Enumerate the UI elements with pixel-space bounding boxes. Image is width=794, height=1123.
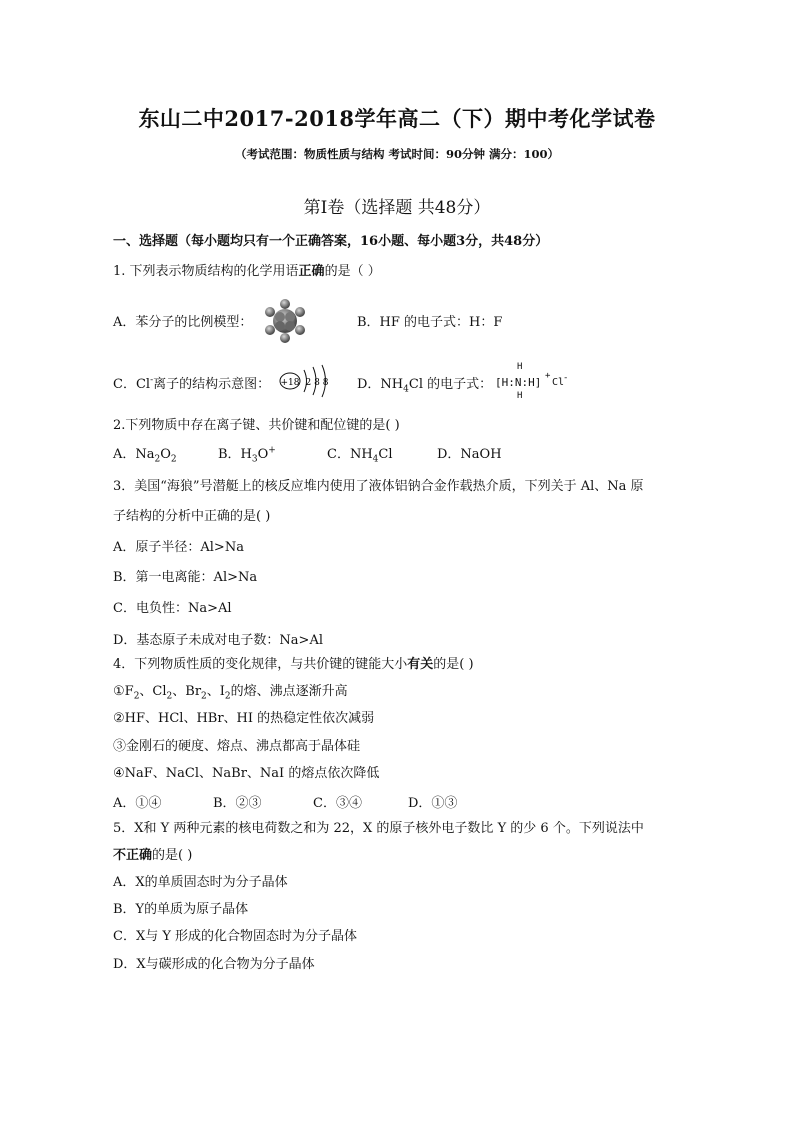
q5-stem-line2 (113, 847, 192, 865)
q1-stem-bold: 正确 (298, 264, 325, 279)
q4-option-a: A．①④ (113, 796, 162, 811)
q3-stem-line1: 3．美国“海狼”号潜艇上的核反应堆内使用了液体铝钠合金作载热介质，下列关于 Al、Na 原 (113, 479, 644, 494)
q1-c-label: C．Cl (113, 377, 151, 392)
formula-h-bottom: H (517, 391, 523, 401)
q2-b-sub: 3 (251, 454, 258, 465)
q1-stem (113, 263, 381, 281)
q2-option-d: D．NaOH (437, 447, 502, 462)
formula-anion: Cl (552, 377, 565, 388)
q4-option-c: C．③④ (313, 796, 362, 811)
q2-b-sup: + (268, 445, 276, 456)
q2-stem: 2.下列物质中存在离子键、共价键和配位键的是( ) (113, 418, 400, 433)
q4-i1-s3: 2 (201, 691, 207, 702)
q4-option-d: D．①③ (408, 796, 458, 811)
q2-a-mid: O (160, 447, 171, 462)
q4-i1-b: 、Cl (139, 684, 167, 699)
q3-option-b: B．第一电离能：Al>Na (113, 570, 258, 585)
q5-option-a: A．X的单质固态时为分子晶体 (113, 875, 288, 890)
q1-c-charge: - (150, 375, 154, 386)
q4-i1-a: ①F (113, 684, 134, 699)
q3-option-a: A．原子半径：Al>Na (113, 540, 244, 555)
q5-option-c: C．X与 Y 形成的化合物固态时为分子晶体 (113, 929, 358, 944)
cl-ion-structure-diagram (276, 364, 336, 398)
q4-item-3: ③金刚石的硬度、熔点、沸点都高于晶体硅 (113, 739, 361, 754)
cl-nucleus-label: +18 (280, 378, 300, 388)
q1-d-sub: 4 (403, 384, 409, 395)
q4-stem-text: 4．下列物质性质的变化规律，与共价键的键能大小 (113, 657, 408, 672)
q3-option-d: D．基态原子未成对电子数：Na>Al (113, 633, 323, 648)
q1-c-text: 离子的结构示意图： (153, 377, 271, 392)
q1-d-text: Cl 的电子式： (408, 377, 493, 392)
formula-charge: + (545, 371, 551, 381)
q2-option-b (218, 443, 276, 465)
q4-stem-tail: 的是( ) (433, 657, 474, 672)
q3-option-c: C．电负性：Na>Al (113, 601, 232, 616)
q2-c-text: C．NH (327, 447, 373, 462)
q2-c-sub: 4 (372, 454, 379, 465)
section-title: 第Ⅰ卷（选择题 共48分） (303, 198, 491, 218)
q4-stem-bold: 有关 (407, 657, 434, 672)
exam-title: 东山二中2017-2018学年高二（下）期中考化学试卷 (138, 106, 656, 131)
q4-i1-d: 、I (206, 684, 225, 699)
q5-option-d: D．X与碳形成的化合物为分子晶体 (113, 957, 315, 972)
cl-shell-label: 2 8 8 (305, 378, 329, 388)
q2-c-tail: Cl (378, 447, 393, 462)
q2-option-c (327, 443, 393, 465)
q2-a-sub1: 2 (154, 454, 161, 465)
q4-i1-s1: 2 (133, 691, 140, 702)
q3-stem-line2: 子结构的分析中正确的是( ) (113, 509, 271, 524)
exam-subtitle: （考试范围：物质性质与结构 考试时间：90分钟 满分：100） (234, 147, 559, 161)
q4-item-1 (113, 683, 348, 701)
formula-h-top: H (517, 362, 523, 372)
q4-stem (113, 656, 474, 674)
q1-option-b: B．HF 的电子式：H：F (357, 315, 503, 330)
formula-ammonium: [H:N:H] (495, 376, 542, 389)
q1-stem-tail: 的是（ ） (324, 264, 381, 279)
q2-a-sub2: 2 (170, 454, 177, 465)
q4-i1-e: 的熔、沸点逐渐升高 (230, 684, 348, 699)
q4-i1-s2: 2 (166, 691, 173, 702)
q2-b-text: B．H (218, 447, 252, 462)
q5-stem-line1: 5．X和 Y 两种元素的核电荷数之和为 22，X 的原子核外电子数比 Y 的少 6 个。下列说法中 (113, 821, 644, 836)
benzene-model-icon (262, 298, 308, 344)
formula-anion-charge: - (563, 373, 569, 383)
q2-b-mid: O (257, 447, 269, 462)
q1-option-d (357, 373, 493, 395)
q2-option-a (113, 443, 177, 465)
q4-item-4: ④NaF、NaCl、NaBr、NaI 的熔点依次降低 (113, 766, 380, 781)
q4-i1-c: 、Br (172, 684, 202, 699)
q1-option-a: A．苯分子的比例模型： (113, 315, 253, 330)
q2-a-text: A．Na (113, 447, 155, 462)
q5-stem-bold: 不正确 (113, 848, 153, 863)
section-instruction: 一、选择题（每小题均只有一个正确答案，16小题、每小题3分，共48分） (113, 234, 549, 249)
q1-option-c (113, 373, 270, 392)
q5-option-b: B．Y的单质为原子晶体 (113, 902, 249, 917)
q4-option-b: B．②③ (213, 796, 262, 811)
q4-i1-s4: 2 (224, 691, 231, 702)
nh4cl-electron-formula (495, 362, 575, 404)
q4-item-2: ②HF、HCl、HBr、HI 的热稳定性依次减弱 (113, 711, 375, 726)
q1-d-label: D．NH (357, 377, 404, 392)
q5-stem-tail: 的是( ) (152, 848, 193, 863)
q1-stem-text: 1. 下列表示物质结构的化学用语 (113, 264, 299, 279)
